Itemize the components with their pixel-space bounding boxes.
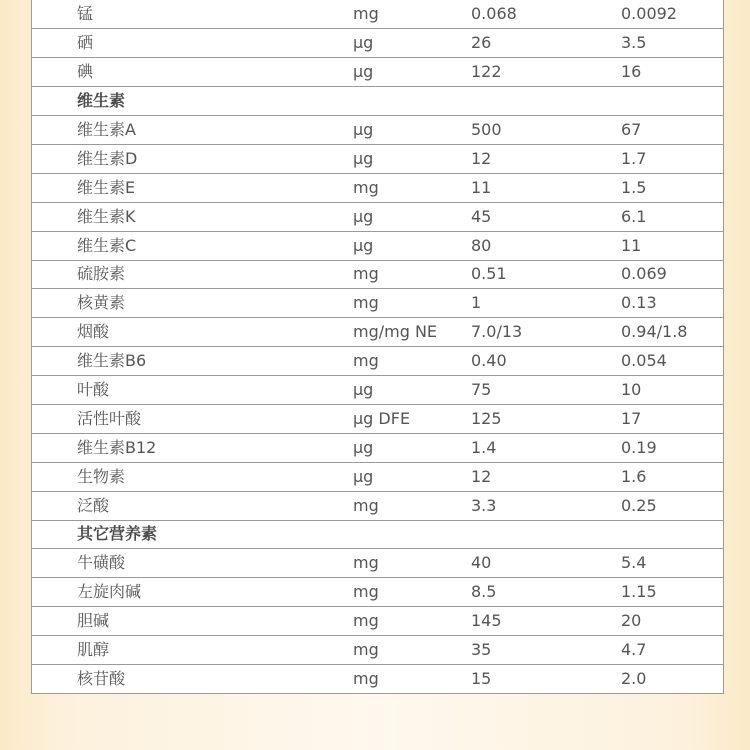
nutrient-name-cell: 泛酸: [32, 491, 342, 520]
per-unit-value-cell: 0.13: [616, 289, 723, 318]
per-unit-value-cell: 1.7: [616, 144, 723, 173]
unit-cell: μg: [342, 144, 470, 173]
table-row: [32, 433, 723, 462]
unit-cell: mg: [342, 173, 470, 202]
unit-cell: μg: [342, 58, 470, 87]
table-row: [32, 318, 723, 347]
unit-cell: μg: [342, 376, 470, 405]
value-cell: 75: [470, 376, 616, 405]
nutrient-name-cell: 活性叶酸: [32, 404, 342, 433]
value-cell: 122: [470, 58, 616, 87]
per-unit-value-cell: 10: [616, 376, 723, 405]
table-row: [32, 347, 723, 376]
nutrient-name-cell: 左旋肉碱: [32, 578, 342, 607]
nutrient-name-cell: 维生素B12: [32, 433, 342, 462]
per-unit-value-cell: 0.94/1.8: [616, 318, 723, 347]
per-unit-value-cell: 17: [616, 404, 723, 433]
nutrition-table: [31, 0, 724, 694]
unit-cell: μg DFE: [342, 404, 470, 433]
per-unit-value-cell: 0.25: [616, 491, 723, 520]
table-row: [32, 404, 723, 433]
unit-cell: μg: [342, 116, 470, 145]
nutrient-name-cell: 维生素C: [32, 231, 342, 260]
unit-cell: mg: [342, 347, 470, 376]
per-unit-value-cell: 0.0092: [621, 4, 677, 24]
nutrient-name-cell: 核黄素: [32, 289, 342, 318]
table-row: [32, 664, 723, 693]
nutrition-table-body: [32, 0, 723, 693]
nutrient-name-cell: 硫胺素: [32, 260, 342, 289]
unit-cell: mg: [342, 549, 470, 578]
unit-cell: mg: [342, 491, 470, 520]
value-cell: 1: [470, 289, 616, 318]
per-unit-value-cell: 1.15: [616, 578, 723, 607]
table-row: [32, 549, 723, 578]
value-cell: 12: [470, 462, 616, 491]
table-row: [32, 144, 723, 173]
table-row: [32, 376, 723, 405]
table-row: [32, 116, 723, 145]
nutrient-name-cell: 生物素: [32, 462, 342, 491]
per-unit-value-cell: 4.7: [616, 636, 723, 665]
unit-cell: mg: [342, 607, 470, 636]
nutrient-name-cell: 肌醇: [32, 636, 342, 665]
nutrient-name-cell: 维生素E: [32, 173, 342, 202]
unit-cell: mg: [342, 664, 470, 693]
value-cell: 7.0/13: [470, 318, 616, 347]
per-unit-value-cell: 16: [616, 58, 723, 87]
unit-cell: mg: [342, 578, 470, 607]
nutrient-name-cell: 牛磺酸: [32, 549, 342, 578]
per-unit-value-cell: 5.4: [616, 549, 723, 578]
nutrient-name-cell: 维生素B6: [32, 347, 342, 376]
table-row: [32, 202, 723, 231]
per-unit-value-cell: 0.069: [616, 260, 723, 289]
per-unit-value-cell: 2.0: [616, 664, 723, 693]
unit-cell: mg: [342, 260, 470, 289]
per-unit-value-cell: 0.19: [616, 433, 723, 462]
per-unit-value-cell: 1.6: [616, 462, 723, 491]
per-unit-value-cell: 6.1: [616, 202, 723, 231]
value-cell: 500: [470, 116, 616, 145]
unit-cell: μg: [342, 29, 470, 58]
unit-cell: μg: [342, 433, 470, 462]
unit-cell: mg: [353, 4, 379, 24]
value-cell: 0.068: [471, 4, 517, 24]
value-cell: 26: [470, 29, 616, 58]
nutrient-name-cell: 叶酸: [32, 376, 342, 405]
table-row: [32, 607, 723, 636]
section-header-row: [32, 87, 723, 116]
unit-cell: mg: [342, 636, 470, 665]
nutrient-name-cell: 维生素K: [32, 202, 342, 231]
value-cell: 40: [470, 549, 616, 578]
section-title: 其它营养素: [32, 520, 723, 549]
table-row: [32, 491, 723, 520]
value-cell: 125: [470, 404, 616, 433]
table-row: [32, 0, 723, 29]
value-cell: 35: [470, 636, 616, 665]
value-cell: 45: [470, 202, 616, 231]
section-header-row: [32, 520, 723, 549]
value-cell: 15: [470, 664, 616, 693]
per-unit-value-cell: 0.054: [616, 347, 723, 376]
table-row: [32, 636, 723, 665]
per-unit-value-cell: 67: [616, 116, 723, 145]
unit-cell: μg: [342, 231, 470, 260]
nutrient-name-cell: 锰: [77, 4, 94, 24]
nutrient-name-cell: 碘: [32, 58, 342, 87]
per-unit-value-cell: 1.5: [616, 173, 723, 202]
table-row: [32, 289, 723, 318]
unit-cell: mg: [342, 289, 470, 318]
nutrient-name-cell: 胆碱: [32, 607, 342, 636]
unit-cell: μg: [342, 462, 470, 491]
section-title: 维生素: [32, 87, 723, 116]
unit-cell: μg: [342, 202, 470, 231]
table-row: [32, 578, 723, 607]
nutrient-name-cell: 维生素D: [32, 144, 342, 173]
table-row: [32, 231, 723, 260]
unit-cell: mg/mg NE: [342, 318, 470, 347]
per-unit-value-cell: 3.5: [616, 29, 723, 58]
value-cell: 11: [470, 173, 616, 202]
nutrient-name-cell: 烟酸: [32, 318, 342, 347]
value-cell: 8.5: [470, 578, 616, 607]
value-cell: 1.4: [470, 433, 616, 462]
table-row: [32, 462, 723, 491]
nutrient-name-cell: 核苷酸: [32, 664, 342, 693]
value-cell: 12: [470, 144, 616, 173]
table-row: [32, 58, 723, 87]
value-cell: 3.3: [470, 491, 616, 520]
table-row: [32, 173, 723, 202]
value-cell: 0.40: [470, 347, 616, 376]
per-unit-value-cell: 11: [616, 231, 723, 260]
nutrient-name-cell: 硒: [32, 29, 342, 58]
table-row: [32, 29, 723, 58]
nutrient-name-cell: 维生素A: [32, 116, 342, 145]
per-unit-value-cell: 20: [616, 607, 723, 636]
table-row: [32, 260, 723, 289]
value-cell: 80: [470, 231, 616, 260]
value-cell: 145: [470, 607, 616, 636]
value-cell: 0.51: [470, 260, 616, 289]
